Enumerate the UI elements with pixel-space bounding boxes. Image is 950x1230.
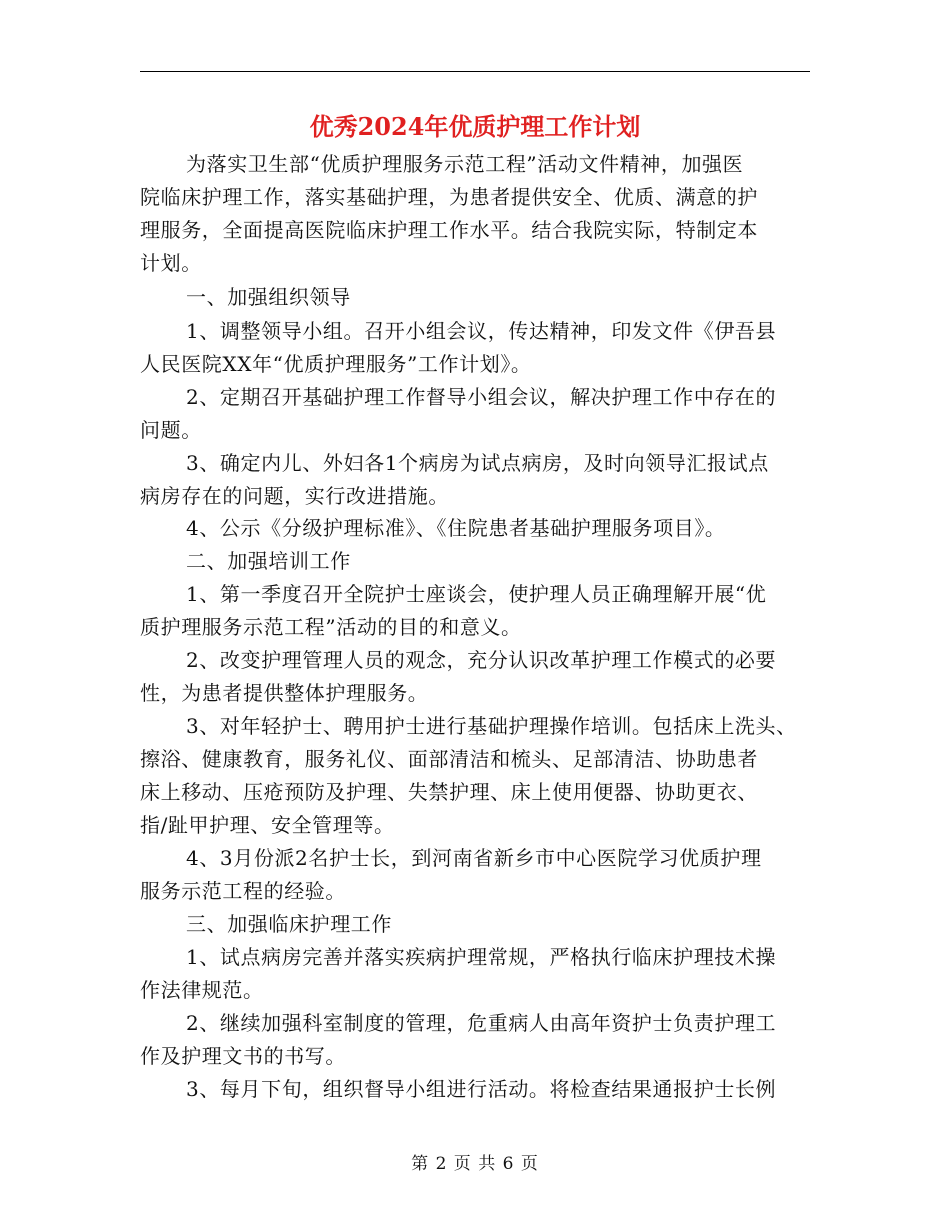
page-number: 第 2 页 共 6 页	[411, 1154, 539, 1174]
document-title: 优秀2024年优质护理工作计划	[309, 112, 641, 141]
body-line: 1、试点病房完善并落实疾病护理常规，严格执行临床护理技术操	[186, 945, 777, 969]
section-heading: 一、加强组织领导	[186, 285, 351, 309]
body-line: 院临床护理工作，落实基础护理，为患者提供安全、优质、满意的护	[140, 185, 758, 209]
body-line: 4、3月份派2名护士长，到河南省新乡市中心医院学习优质护理	[186, 846, 762, 870]
body-line: 质护理服务示范工程”活动的目的和意义。	[140, 615, 522, 639]
body-line: 1、调整领导小组。召开小组会议，传达精神，印发文件《伊吾县	[186, 319, 777, 343]
section-heading: 三、加强临床护理工作	[186, 912, 392, 936]
body-line: 病房存在的问题，实行改进措施。	[140, 484, 449, 508]
body-line: 作及护理文书的书写。	[140, 1044, 346, 1068]
section-heading: 二、加强培训工作	[186, 549, 351, 573]
body-line: 2、继续加强科室制度的管理，危重病人由高年资护士负责护理工	[186, 1011, 777, 1035]
body-line: 作法律规范。	[140, 978, 264, 1002]
body-line: 床上移动、压疮预防及护理、失禁护理、床上使用便器、协助更衣、	[140, 780, 758, 804]
body-line: 擦浴、健康教育，服务礼仪、面部清洁和梳头、足部清洁、协助患者	[140, 747, 758, 771]
body-line: 1、第一季度召开全院护士座谈会，使护理人员正确理解开展“优	[186, 582, 767, 606]
body-line: 问题。	[140, 418, 202, 442]
body-line: 3、对年轻护士、聘用护士进行基础护理操作培训。包括床上洗头、	[186, 714, 797, 738]
body-line: 指/趾甲护理、安全管理等。	[140, 813, 395, 837]
body-line: 3、确定内儿、外妇各1个病房为试点病房，及时向领导汇报试点	[186, 451, 769, 475]
body-line: 服务示范工程的经验。	[140, 879, 346, 903]
body-line: 理服务，全面提高医院临床护理工作水平。结合我院实际，特制定本	[140, 218, 758, 242]
header-rule	[140, 71, 810, 72]
body-line: 2、改变护理管理人员的观念，充分认识改革护理工作模式的必要	[186, 648, 777, 672]
body-line: 2、定期召开基础护理工作督导小组会议，解决护理工作中存在的	[186, 385, 777, 409]
body-line: 3、每月下旬，组织督导小组进行活动。将检查结果通报护士长例	[186, 1077, 777, 1101]
body-line: 为落实卫生部“优质护理服务示范工程”活动文件精神，加强医	[186, 152, 744, 176]
body-line: 4、公示《分级护理标准》、《住院患者基础护理服务项目》。	[186, 516, 726, 540]
body-line: 人民医院XX年“优质护理服务”工作计划》。	[140, 352, 532, 376]
body-line: 性，为患者提供整体护理服务。	[140, 681, 429, 705]
body-line: 计划。	[140, 251, 202, 275]
